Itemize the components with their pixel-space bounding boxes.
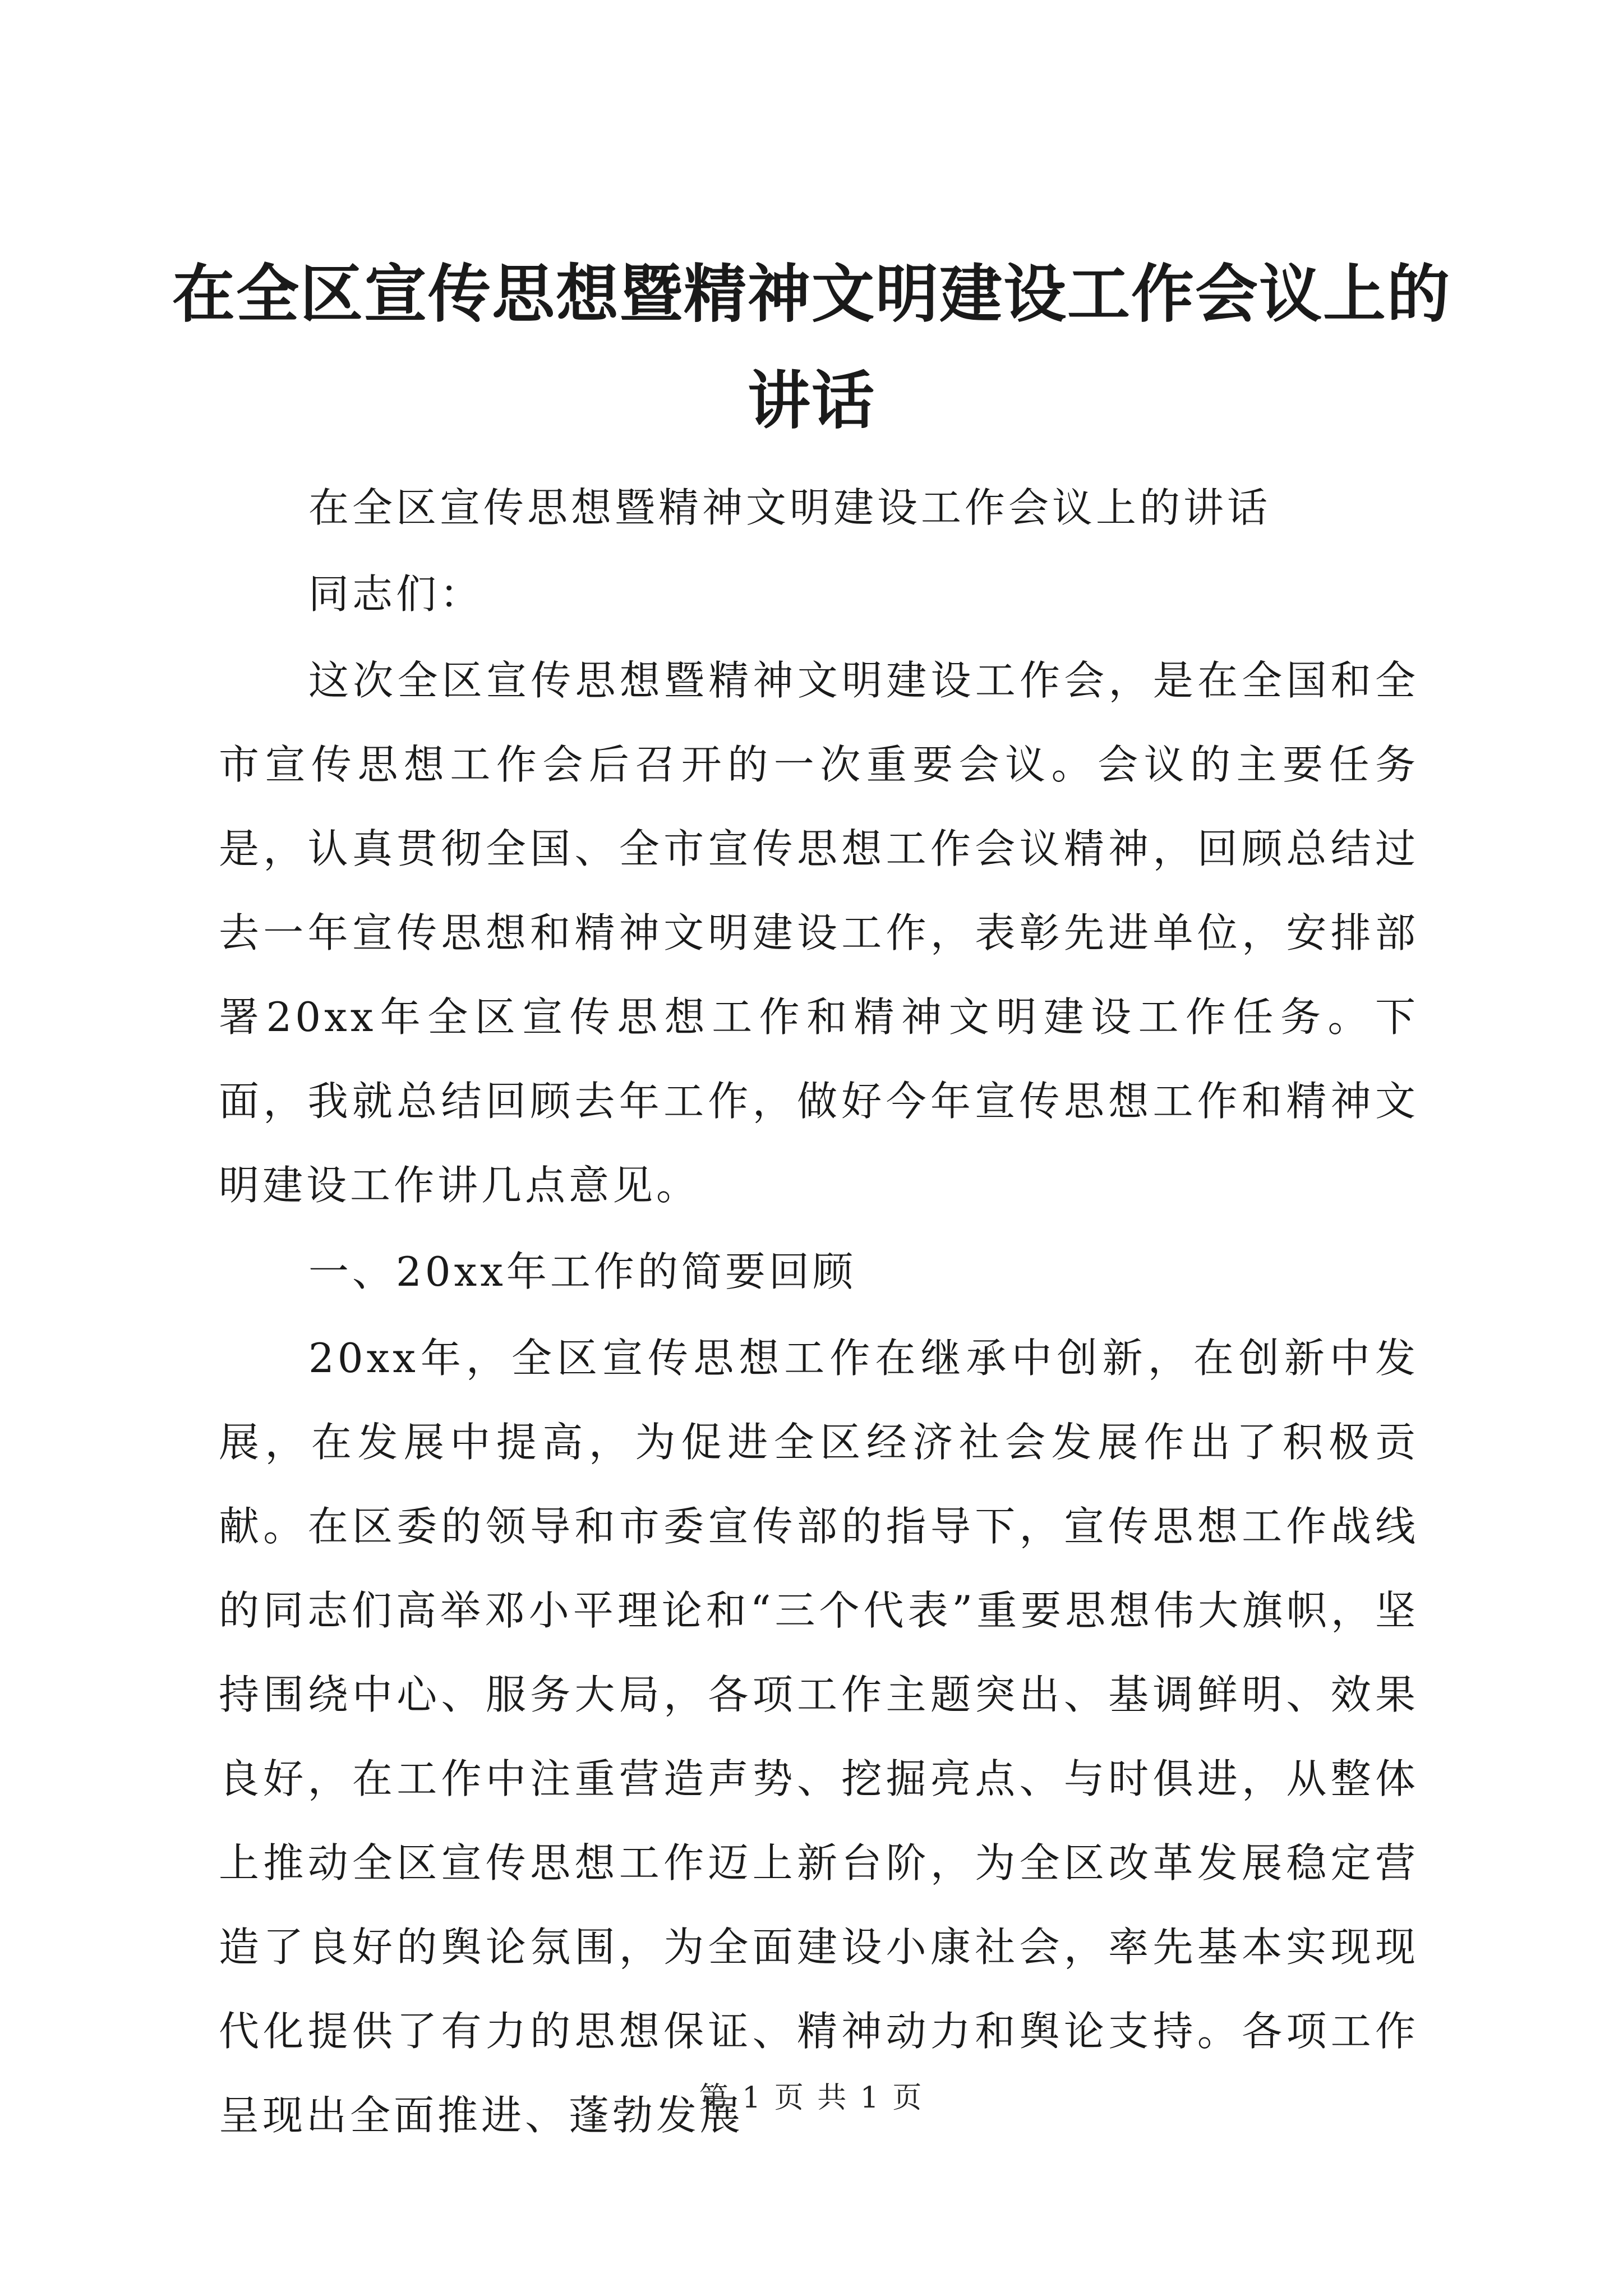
salutation-paragraph: 同志们： [308, 570, 484, 618]
subtitle-paragraph: 在全区宣传思想暨精神文明建设工作会议上的讲话 [308, 484, 1271, 531]
section-heading: 一、20xx年工作的简要回顾 [308, 1248, 856, 1295]
section-body-paragraph: 20xx年，全区宣传思想工作在继承中创新，在创新中发展，在发展中提高，为促进全区经济社会发展作出了积极贡献。在区委的领导和市委宣传部的指导下，宣传思想工作战线的同志们高举邓小平理论和“三个代表”重要思想伟大旗帜，坚持围绕中心、服务大局，各项工作主题突出、基调鲜明、效果良好，在工作中注重营造声势、挖掘亮点、与时俱进，从整体上推动全区宣传思想工作迈上新台阶，为全区改革发展稳定营造了良好的舆论氛围，为全面建设小康社会，率先基本实现现代化提供了有力的思想保证、精神动力和舆论支持。各项工作呈现出全面推进、蓬勃发展 [219, 1335, 1419, 2139]
document-body [219, 466, 1419, 2160]
document-title: 在全区宣传思想暨精神文明建设工作会议上的讲话 [172, 257, 1451, 438]
page-footer: 第 1 页 共 1 页 [699, 2081, 924, 2115]
intro-paragraph: 这次全区宣传思想暨精神文明建设工作会，是在全国和全市宣传思想工作会后召开的一次重要会议。会议的主要任务是，认真贯彻全国、全市宣传思想工作会议精神，回顾总结过去一年宣传思想和精神文明建设工作，表彰先进单位，安排部署20xx年全区宣传思想工作和精神文明建设工作任务。下面，我就总结回顾去年工作，做好今年宣传思想工作和精神文明建设工作讲几点意见。 [219, 657, 1419, 1209]
